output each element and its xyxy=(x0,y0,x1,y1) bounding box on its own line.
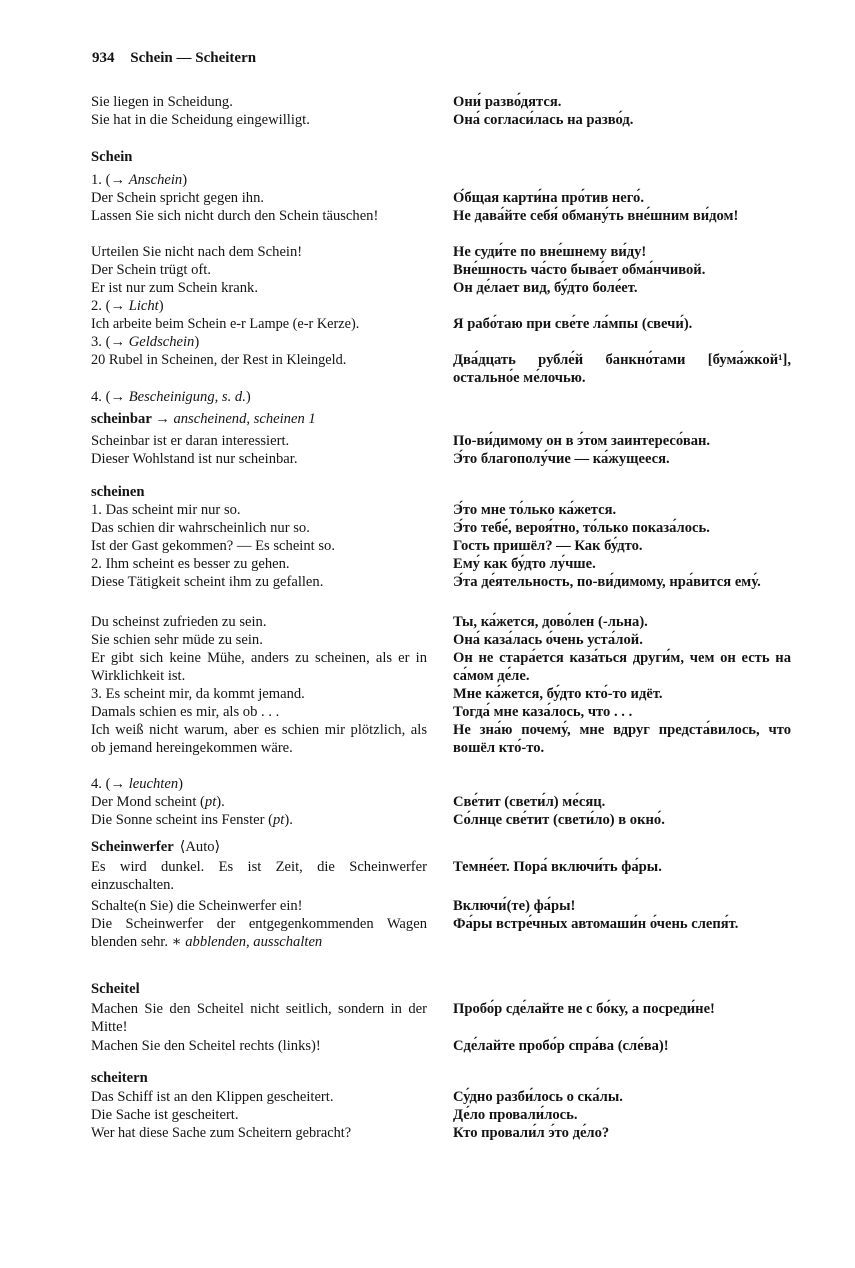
german-phrase: Lassen Sie sich nicht durch den Schein täuschen! xyxy=(91,208,379,224)
russian-translation: Вне́шность ча́сто быва́ет обма́нчивой. xyxy=(453,262,706,278)
entry-row xyxy=(0,244,855,262)
russian-translation: Э́та де́ятельность, по-ви́димому, нра́вится ему́. xyxy=(453,574,761,590)
german-phrase: Die Sonne scheint ins Fenster (pt). xyxy=(91,812,293,828)
russian-translation: Не зна́ю почему́, мне вдруг предста́вилось, что вошёл кто́-то. xyxy=(453,722,791,756)
entry-row xyxy=(0,208,855,244)
entry-row xyxy=(0,433,855,451)
russian-translation: Све́тит (свети́л) ме́сяц. xyxy=(453,794,606,810)
german-phrase: Ist der Gast gekommen? — Es scheint so. xyxy=(91,538,335,554)
cross-reference: abblenden, ausschalten xyxy=(185,933,323,950)
russian-translation: Э́то мне то́лько ка́жется. xyxy=(453,502,617,518)
entry-row xyxy=(0,722,855,776)
entry-row xyxy=(0,262,855,280)
russian-translation: Сде́лайте пробо́р спра́ва (сле́ва)! xyxy=(453,1038,669,1054)
sense-row xyxy=(0,172,855,190)
entry-row xyxy=(0,704,855,722)
german-phrase: Ich arbeite beim Schein e-r Lampe (e-r Kerze). xyxy=(91,316,360,332)
entry-row xyxy=(0,1001,855,1038)
sense-row xyxy=(0,298,855,316)
headword-row xyxy=(0,1070,855,1089)
headword: scheitern xyxy=(91,1070,148,1086)
entry-row xyxy=(0,916,855,981)
russian-translation: Он не стара́ется каза́ться други́м, чем он есть на са́мом де́ле. xyxy=(453,650,791,684)
german-phrase: 2. Ihm scheint es besser zu gehen. xyxy=(91,556,290,572)
german-phrase: Sie hat in die Scheidung eingewilligt. xyxy=(91,112,310,128)
entry-row xyxy=(0,280,855,298)
sense-marker: 4. (→ Bescheinigung, s. d.) xyxy=(91,389,251,405)
cross-reference: Licht xyxy=(128,298,159,314)
entry-row xyxy=(0,112,855,149)
russian-translation: Не суди́те по вне́шнему ви́ду! xyxy=(453,244,647,260)
headword: Scheitel xyxy=(91,981,140,997)
russian-translation: Де́ло провали́лось. xyxy=(453,1107,578,1123)
running-title: Schein — Scheitern xyxy=(130,50,257,66)
headword: scheinen xyxy=(91,484,145,500)
sense-row xyxy=(0,334,855,352)
sense-marker: 4. (→ leuchten) xyxy=(91,776,184,792)
german-phrase: Du scheinst zufrieden zu sein. xyxy=(91,614,267,630)
russian-translation: Су́дно разби́лось о ска́лы. xyxy=(453,1089,623,1105)
german-phrase: Der Schein spricht gegen ihn. xyxy=(91,190,265,206)
entry-row xyxy=(0,451,855,484)
headword-row xyxy=(0,411,855,433)
german-phrase: 20 Rubel in Scheinen, der Rest in Kleingeld. xyxy=(91,352,347,368)
headword-row xyxy=(0,839,855,859)
sense-row xyxy=(0,389,855,411)
german-phrase: Machen Sie den Scheitel nicht seitlich, sondern in der Mitte! xyxy=(91,1001,427,1035)
entry-row xyxy=(0,1038,855,1070)
sense-row xyxy=(0,776,855,794)
entry-row xyxy=(0,520,855,538)
russian-translation: Она́ каза́лась о́чень уста́лой. xyxy=(453,632,643,648)
german-phrase: Der Mond scheint (pt). xyxy=(91,794,225,810)
german-phrase: 1. Das scheint mir nur so. xyxy=(91,502,241,518)
german-phrase: Diese Tätigkeit scheint ihm zu gefallen. xyxy=(91,574,324,590)
german-phrase: Wer hat diese Sache zum Scheitern gebracht? xyxy=(91,1125,352,1141)
entry-row xyxy=(0,538,855,556)
russian-translation: Гость пришёл? — Как бу́дто. xyxy=(453,538,643,554)
entry-row xyxy=(0,94,855,112)
german-phrase: Dieser Wohlstand ist nur scheinbar. xyxy=(91,451,298,467)
russian-translation: Они́ разво́дятся. xyxy=(453,94,562,110)
cross-reference: anscheinend, scheinen 1 xyxy=(173,411,316,427)
entry-row xyxy=(0,794,855,812)
german-phrase: Machen Sie den Scheitel rechts (links)! xyxy=(91,1038,321,1054)
entry-row xyxy=(0,1125,855,1143)
german-phrase: Damals schien es mir, als ob . . . xyxy=(91,704,280,720)
russian-translation: Тогда́ мне каза́лось, что . . . xyxy=(453,704,633,720)
russian-translation: О́бщая карти́на про́тив него́. xyxy=(453,190,644,206)
headword: scheinbar → anscheinend, scheinen 1 xyxy=(91,411,316,427)
russian-translation: По-ви́димому он в э́том заинтересо́ван. xyxy=(453,433,711,449)
russian-translation: Э́то тебе́, вероя́тно, то́лько показа́лось. xyxy=(453,520,710,536)
german-phrase: Scheinbar ist er daran interessiert. xyxy=(91,433,290,449)
sense-marker: 1. (→ Anschein) xyxy=(91,172,188,188)
russian-translation: Фа́ры встре́чных автомаши́н о́чень слепя́т. xyxy=(453,916,739,932)
german-phrase: Die Scheinwerfer der entgegenkommenden Wagen blenden sehr. ∗ abblenden, ausschalten xyxy=(91,916,427,950)
russian-translation: Она́ согласи́лась на разво́д. xyxy=(453,112,634,128)
entry-row xyxy=(0,190,855,208)
german-phrase: Der Schein trügt oft. xyxy=(91,262,211,278)
entry-row xyxy=(0,1089,855,1107)
russian-translation: Пробо́р сде́лайте не с бо́ку, а посреди́не! xyxy=(453,1001,715,1017)
german-phrase: Die Sache ist gescheitert. xyxy=(91,1107,239,1123)
russian-translation: Не дава́йте себя́ обману́ть вне́шним ви́дом! xyxy=(453,208,739,224)
page-header xyxy=(92,50,256,67)
russian-translation: Включи́(те) фа́ры! xyxy=(453,898,576,914)
russian-translation: Он де́лает вид, бу́дто боле́ет. xyxy=(453,280,638,296)
entry-row xyxy=(0,898,855,916)
german-phrase: Urteilen Sie nicht nach dem Schein! xyxy=(91,244,303,260)
russian-translation: Темне́ет. Пора́ включи́ть фа́ры. xyxy=(453,859,662,875)
russian-translation: Кто провали́л э́то де́ло? xyxy=(453,1125,610,1141)
german-phrase: Sie schien sehr müde zu sein. xyxy=(91,632,263,648)
entry-row xyxy=(0,352,855,389)
entry-row xyxy=(0,614,855,632)
cross-reference: Anschein xyxy=(128,172,183,188)
entry-row xyxy=(0,556,855,574)
german-phrase: Schalte(n Sie) die Scheinwerfer ein! xyxy=(91,898,303,914)
cross-reference: pt xyxy=(273,812,285,828)
cross-reference: Geldschein xyxy=(128,334,195,350)
headword-row xyxy=(0,981,855,1001)
cross-reference: pt xyxy=(204,794,217,810)
cross-reference: leuchten xyxy=(128,776,179,792)
headword-row xyxy=(0,484,855,502)
german-phrase: Das schien dir wahrscheinlich nur so. xyxy=(91,520,310,536)
entry-row xyxy=(0,502,855,520)
cross-reference: Bescheinigung, s. d. xyxy=(128,389,246,405)
russian-translation: Э́то благополу́чие — ка́жущееся. xyxy=(453,451,670,467)
entry-row xyxy=(0,632,855,650)
entry-row xyxy=(0,686,855,704)
entry-row xyxy=(0,574,855,614)
russian-translation: Я рабо́таю при све́те ла́мпы (свечи́). xyxy=(453,316,693,332)
german-phrase: 3. Es scheint mir, da kommt jemand. xyxy=(91,686,305,702)
sense-marker: 2. (→ Licht) xyxy=(91,298,164,314)
headword-row xyxy=(0,149,855,172)
german-phrase: Er ist nur zum Schein krank. xyxy=(91,280,258,296)
headword: Scheinwerfer ⟨Auto⟩ xyxy=(91,839,221,855)
german-phrase: Ich weiß nicht warum, aber es schien mir plötzlich, als ob jemand hereingekommen wäre. xyxy=(91,722,427,756)
german-phrase: Es wird dunkel. Es ist Zeit, die Scheinwerfer einzuschalten. xyxy=(91,859,427,893)
entry-row xyxy=(0,859,855,898)
entry-row xyxy=(0,316,855,334)
russian-translation: Ты, ка́жется, дово́лен (-льна). xyxy=(453,614,648,630)
entry-row xyxy=(0,812,855,839)
russian-translation: Со́лнце све́тит (свети́ло) в окно́. xyxy=(453,812,665,828)
page-number: 934 xyxy=(92,50,115,66)
russian-translation: Два́дцать рубле́й банкно́тами [бума́жкой¹], остально́е ме́лочью. xyxy=(453,352,791,386)
sense-marker: 3. (→ Geldschein) xyxy=(91,334,200,350)
headword: Schein xyxy=(91,149,133,165)
german-phrase: Sie liegen in Scheidung. xyxy=(91,94,233,110)
german-phrase: Das Schiff ist an den Klippen gescheitert. xyxy=(91,1089,334,1105)
entry-row xyxy=(0,1107,855,1125)
russian-translation: Ему́ как бу́дто лу́чше. xyxy=(453,556,596,572)
entry-row xyxy=(0,650,855,686)
usage-label: ⟨Auto⟩ xyxy=(179,839,221,855)
dictionary-page-body xyxy=(0,94,855,1143)
russian-translation: Мне ка́жется, бу́дто кто́-то идёт. xyxy=(453,686,663,702)
german-phrase: Er gibt sich keine Mühe, anders zu scheinen, als er in Wirklichkeit ist. xyxy=(91,650,427,684)
